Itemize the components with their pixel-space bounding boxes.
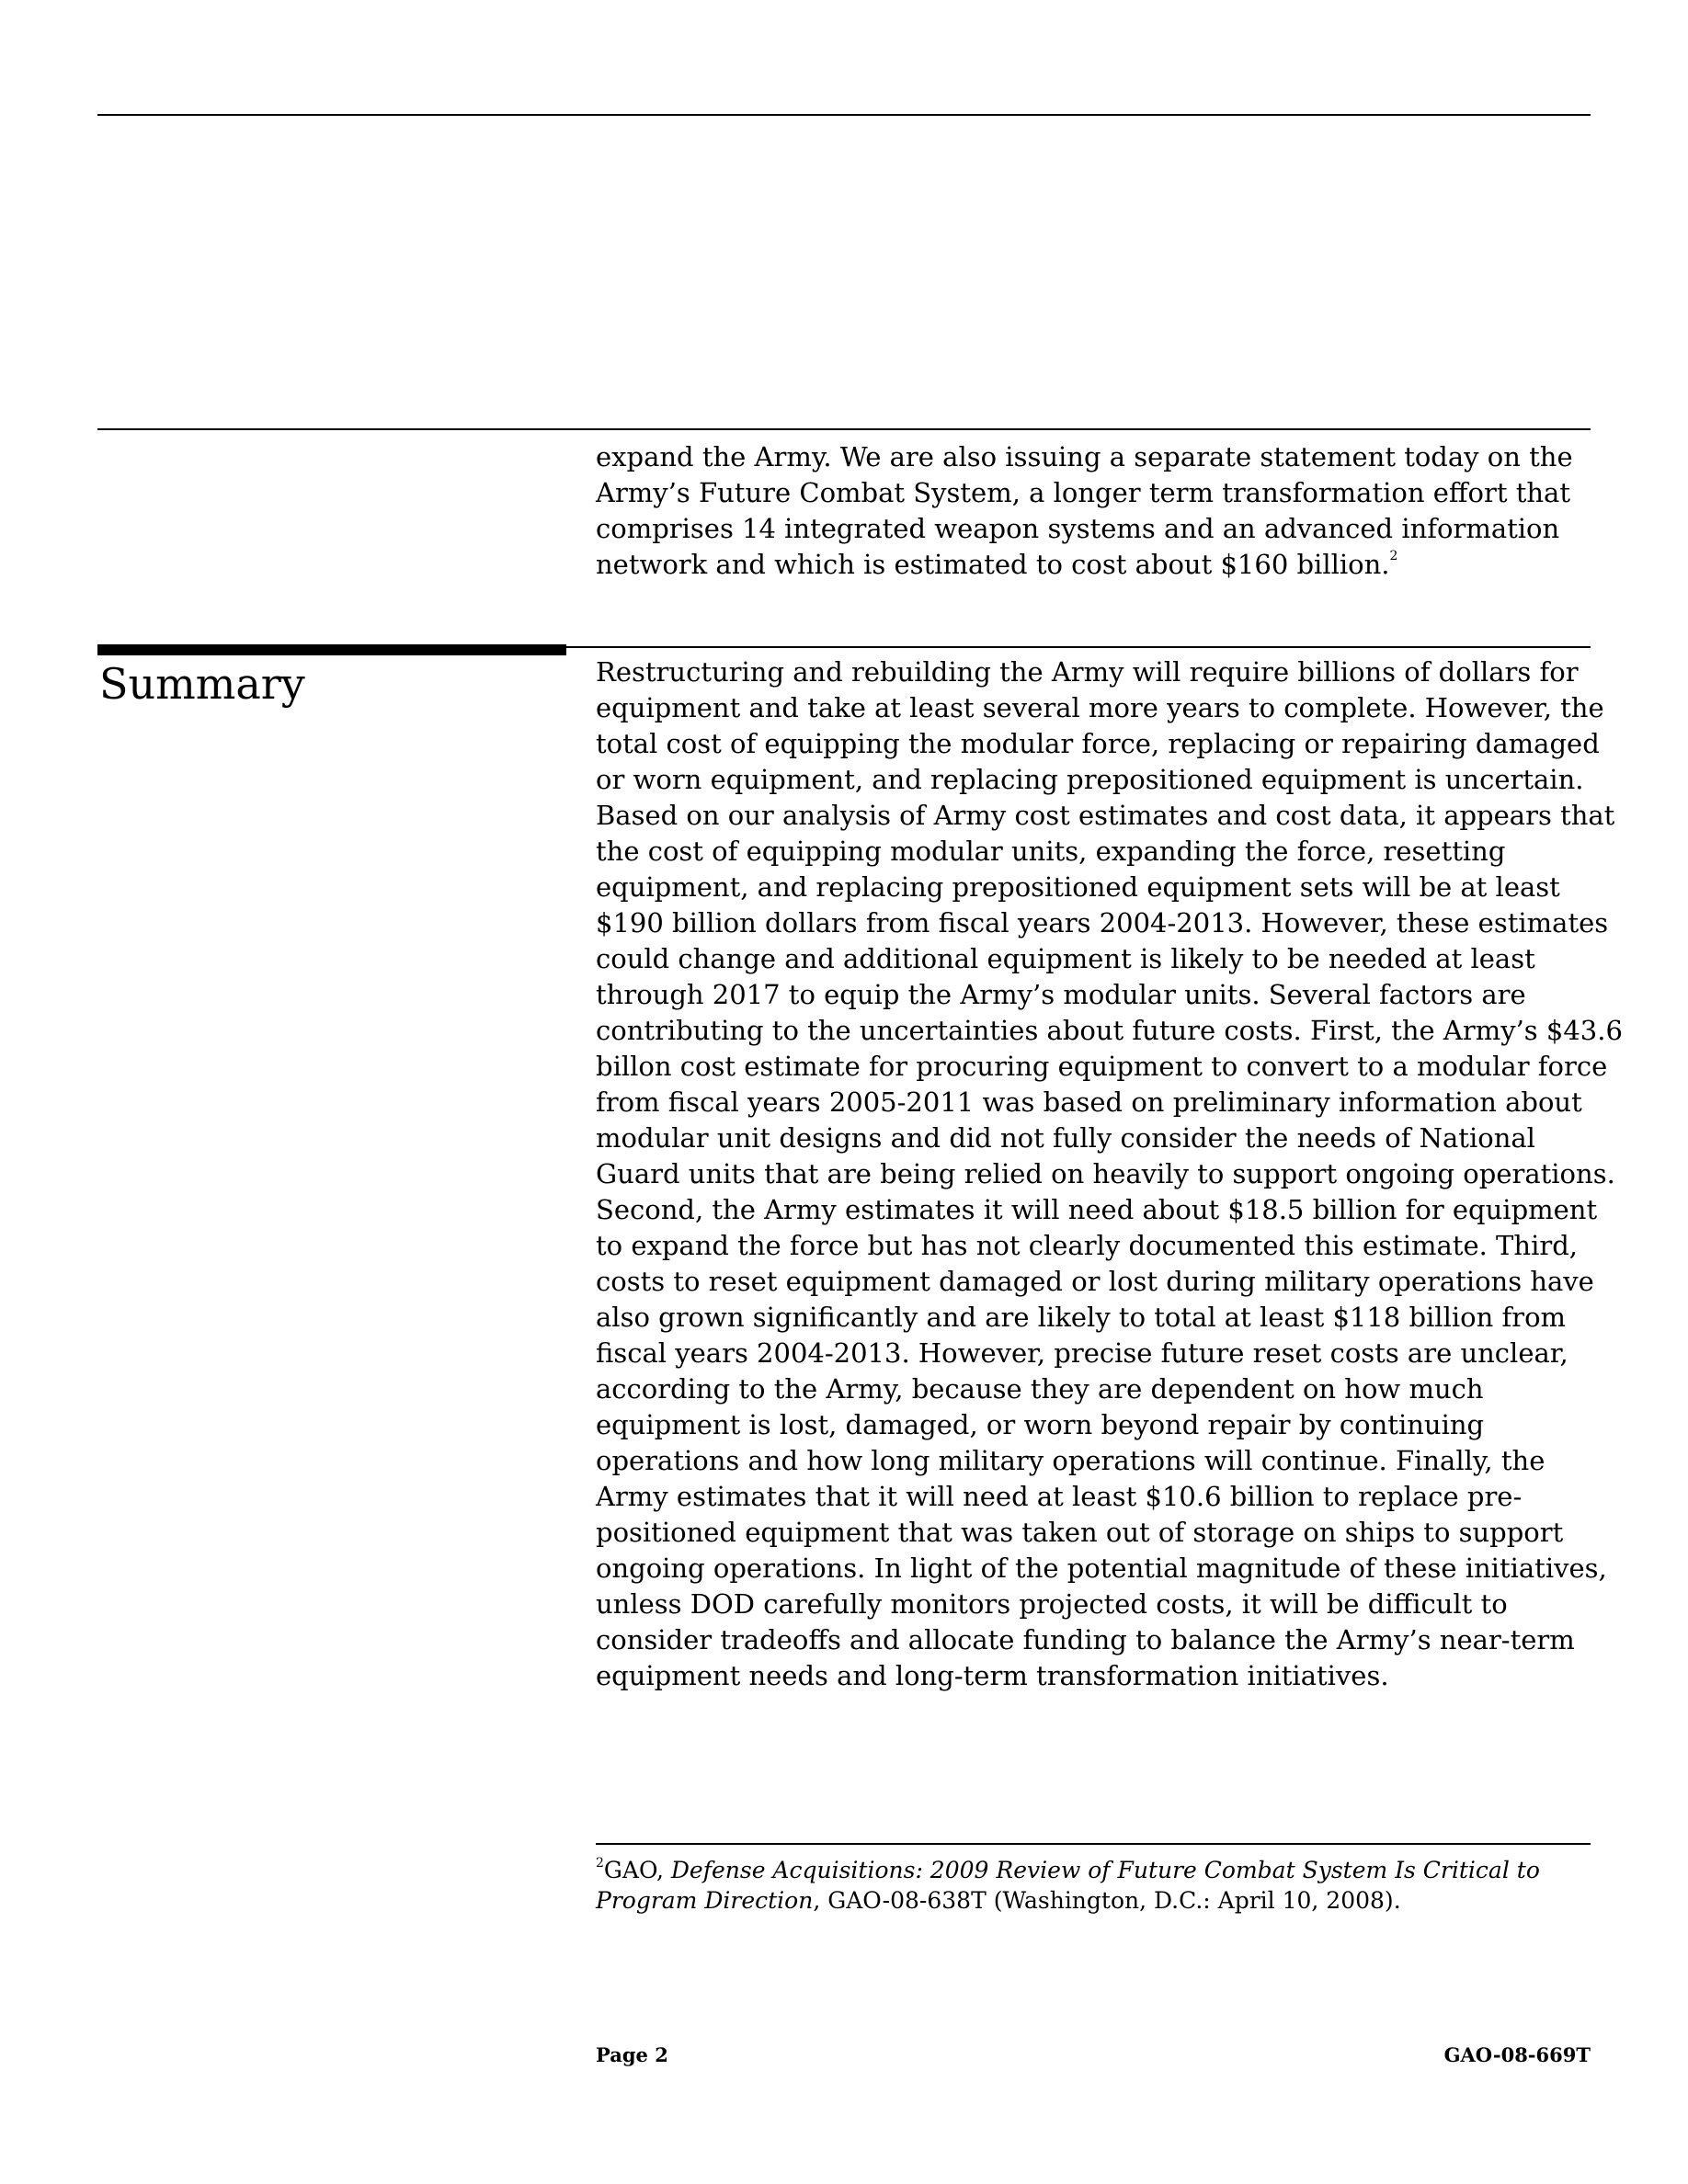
text-line: equipment needs and long-term transformation initiatives. bbox=[596, 1660, 1389, 1691]
footnote-rule bbox=[596, 1843, 1591, 1845]
text-line: fiscal years 2004-2013. However, precise future reset costs are unclear, bbox=[596, 1337, 1568, 1369]
text-line: billon cost estimate for procuring equipment to convert to a modular force bbox=[596, 1051, 1608, 1082]
text-line: the cost of equipping modular units, expanding the force, resetting bbox=[596, 836, 1506, 867]
text-line: could change and additional equipment is likely to be needed at least bbox=[596, 943, 1535, 974]
text-line: ongoing operations. In light of the potential magnitude of these initiatives, bbox=[596, 1553, 1607, 1584]
text-line: costs to reset equipment damaged or lost during military operations have bbox=[596, 1266, 1594, 1297]
text-line: Restructuring and rebuilding the Army will require billions of dollars for bbox=[596, 656, 1579, 688]
text-line: operations and how long military operations will continue. Finally, the bbox=[596, 1445, 1545, 1476]
text-line: contributing to the uncertainties about future costs. First, the Army’s $43.6 bbox=[596, 1015, 1623, 1046]
text-line: equipment, and replacing prepositioned equipment sets will be at least bbox=[596, 871, 1560, 903]
page-number: Page 2 bbox=[596, 2043, 668, 2066]
text-line: Guard units that are being relied on heavily to support ongoing operations. bbox=[596, 1158, 1615, 1189]
text-line bbox=[596, 547, 1591, 583]
intro-paragraph bbox=[596, 439, 1591, 583]
text-line: also grown significantly and are likely to total at least $118 billion from bbox=[596, 1302, 1567, 1333]
footnote-reference[interactable]: 2 bbox=[1389, 549, 1398, 564]
report-number: GAO-08-669T bbox=[1443, 2043, 1591, 2066]
text-line: positioned equipment that was taken out of storage on ships to support bbox=[596, 1517, 1564, 1548]
summary-paragraph bbox=[596, 654, 1623, 1694]
footnote-prefix: GAO, bbox=[603, 1857, 671, 1883]
text-line: according to the Army, because they are dependent on how much bbox=[596, 1373, 1484, 1405]
footnote-citation-title: Defense Acquisitions: 2009 Review of Future Combat System Is Critical to bbox=[670, 1857, 1540, 1883]
text-line: modular unit designs and did not fully consider the needs of National bbox=[596, 1122, 1535, 1154]
text-line: through 2017 to equip the Army’s modular units. Several factors are bbox=[596, 979, 1526, 1010]
footnote-citation-title-cont: Program Direction bbox=[596, 1887, 814, 1914]
text-line: Based on our analysis of Army cost estimates and cost data, it appears that bbox=[596, 800, 1615, 831]
text-line: expand the Army. We are also issuing a separate statement today on the bbox=[596, 441, 1573, 472]
footnote-citation-details: , GAO-08-638T (Washington, D.C.: April 10, 2008). bbox=[813, 1887, 1401, 1914]
footnote bbox=[596, 1855, 1591, 1916]
text-line: $190 billion dollars from fiscal years 2004-2013. However, these estimates bbox=[596, 907, 1609, 938]
summary-heading-rule bbox=[97, 644, 566, 655]
text-line: Army’s Future Combat System, a longer term transformation effort that bbox=[596, 477, 1570, 508]
text-line: Army estimates that it will need at least $10.6 billion to replace pre- bbox=[596, 1481, 1523, 1512]
top-rule bbox=[97, 114, 1591, 116]
text-line: unless DOD carefully monitors projected costs, it will be difficult to bbox=[596, 1588, 1508, 1620]
section-heading: Summary bbox=[99, 659, 305, 709]
footnote-marker: 2 bbox=[596, 1855, 604, 1871]
text-line: from fiscal years 2005-2011 was based on preliminary information about bbox=[596, 1086, 1582, 1118]
section-divider-rule bbox=[97, 428, 1591, 430]
text-line: Second, the Army estimates it will need about $18.5 billion for equipment bbox=[596, 1194, 1598, 1225]
footnote-line bbox=[596, 1855, 1591, 1885]
text-line: total cost of equipping the modular force, replacing or repairing damaged bbox=[596, 728, 1600, 759]
summary-section-rule bbox=[566, 646, 1591, 648]
text-line: to expand the force but has not clearly documented this estimate. Third, bbox=[596, 1230, 1578, 1261]
text-line: consider tradeoffs and allocate funding to balance the Army’s near-term bbox=[596, 1624, 1575, 1655]
text-line: or worn equipment, and replacing prepositioned equipment is uncertain. bbox=[596, 764, 1584, 795]
text-line: equipment and take at least several more years to complete. However, the bbox=[596, 692, 1604, 723]
text-line: equipment is lost, damaged, or worn beyond repair by continuing bbox=[596, 1409, 1485, 1440]
text-line: comprises 14 integrated weapon systems and an advanced information bbox=[596, 513, 1560, 544]
footnote-line bbox=[596, 1885, 1591, 1916]
text-line-content: network and which is estimated to cost about $160 billion. bbox=[596, 549, 1390, 580]
